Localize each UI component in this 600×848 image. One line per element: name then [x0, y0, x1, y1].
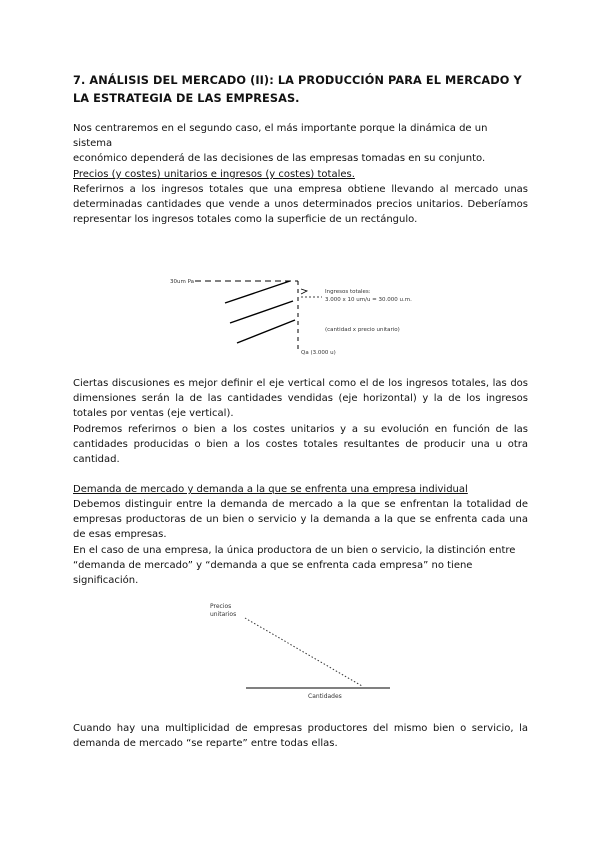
revenue-formula: (cantidad x precio unitario): [325, 327, 400, 333]
pointer-arrow-icon: [301, 289, 307, 294]
hatch-line-2: [230, 301, 293, 323]
section1-paragraph-2: Ciertas discusiones es mejor definir el eje vertical como el de los ingresos totales, las dos dimensiones serán la de las cantidades vendidas (eje horizontal) y la de los ingresos totales por ventas (eje vertical).: [73, 378, 528, 420]
hatch-line-3: [237, 320, 295, 343]
price-label: 30um Pa: [170, 279, 195, 285]
section1-paragraph-1: Referirnos a los ingresos totales que una empresa obtiene llevando al mercado unas determinadas cantidades que vende a unos determinados precios unitarios. Deberíamos representar los ingresos totales como la superficie de un rectángulo.: [73, 184, 528, 226]
section2-paragraph-1: Debemos distinguir entre la demanda de mercado a la que se enfrentan la totalidad de empresas productoras de un bien o servicio y la demanda a la que se enfrenta cada una de esas empresas.: [73, 499, 528, 541]
total-revenue-calculation: 3.000 x 10 um/u = 30.000 u.m.: [325, 297, 412, 303]
closing-paragraph: Cuando hay una multiplicidad de empresas productores del mismo bien o servicio, la demanda de mercado “se reparte” entre todas ellas.: [73, 723, 528, 750]
quantity-label: Qa (3.000 u): [301, 350, 336, 356]
total-revenue-label: Ingresos totales:: [325, 289, 371, 295]
title-line-2: LA ESTRATEGIA DE LAS EMPRESAS.: [73, 92, 300, 105]
section1-heading: Precios (y costes) unitarios e ingresos (y costes) totales.: [73, 169, 355, 180]
section1-paragraph-3: Podremos referirnos o bien a los costes unitarios y a su evolución en función de las cantidades producidas o bien a los costes totales resultantes de producir una u otra cantidad.: [73, 424, 528, 466]
demand-figure: [200, 598, 400, 702]
page-title: [73, 72, 533, 108]
hatch-line-1: [225, 281, 290, 303]
demand-ylabel-line-1: Precios: [210, 603, 232, 610]
intro-line-2: económico dependerá de las decisiones de las empresas tomadas en su conjunto.: [73, 153, 486, 165]
demand-curve: [245, 618, 362, 686]
title-line-1: 7. ANÁLISIS DEL MERCADO (II): LA PRODUCCIÓN PARA EL MERCADO Y: [73, 74, 522, 87]
section2-heading: Demanda de mercado y demanda a la que se enfrenta una empresa individual: [73, 484, 468, 495]
section2-paragraph-2: En el caso de una empresa, la única productora de un bien o servicio, la distinción entre “demanda de mercado” y “demanda a que se enfrenta cada empresa” no tiene significación.: [73, 545, 516, 587]
total-revenue-figure: [165, 268, 415, 366]
demand-ylabel-line-2: unitarios: [210, 611, 237, 618]
demand-xlabel: Cantidades: [308, 693, 342, 700]
intro-paragraph: [73, 121, 528, 167]
intro-line-1: Nos centraremos en el segundo caso, el más importante porque la dinámica de un sistema: [73, 123, 488, 150]
